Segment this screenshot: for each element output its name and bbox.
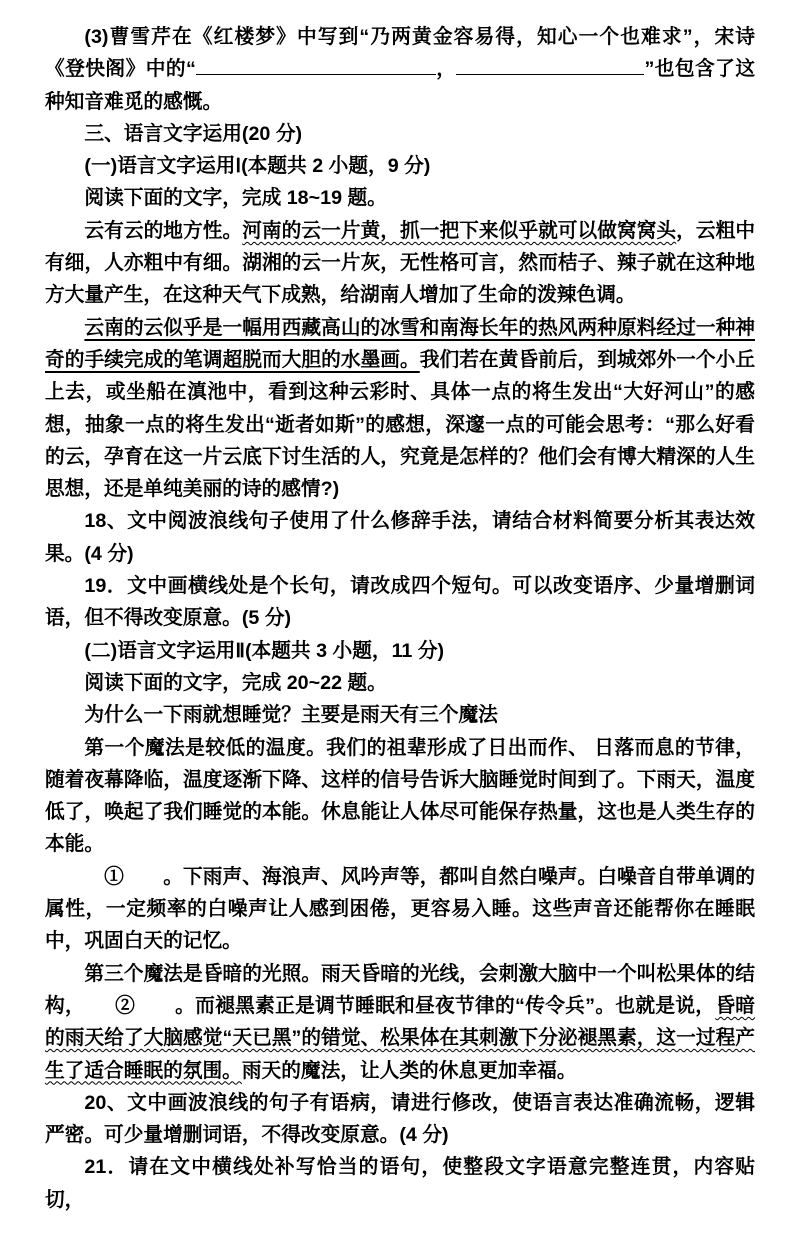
text-run: 云有云的地方性。	[84, 219, 243, 242]
text-run: (二)语言文字运用Ⅱ(本题共 3 小题，11 分)	[84, 639, 445, 662]
text-run: 三、语言文字运用(20 分)	[84, 122, 303, 145]
text-run: 21．请在文中横线处补写恰当的语句，使整段文字语意完整连贯，内容贴切，	[45, 1156, 755, 1211]
wavy-underlined-text: 昏暗的雨天给了大脑感觉“天已黑”的错觉、松果体在其刺激下分泌褪黑素，这一过程产生了适合睡眠的氛围。	[45, 994, 755, 1082]
passage-2-para-4	[45, 958, 755, 1087]
text-run: ① 。下雨声、海浪声、风吟声等，都叫自然白噪声。白噪音自带单调的属性，一定频率的白噪声让人感到困倦，更容易入睡。这些声音还能帮你在睡眠中，巩固白天的记忆。	[45, 865, 755, 953]
part-2-heading	[45, 635, 755, 667]
text-run: 阅读下面的文字，完成 20~22 题。	[84, 671, 387, 694]
question-17-3	[45, 21, 755, 118]
text-run: 第一个魔法是较低的温度。我们的祖辈形成了日出而作、 日落而息的节律，随着夜幕降临，温度逐渐下降、这样的信号告诉大脑睡觉时间到了。下雨天，温度低了，唤起了我们睡觉的本能。休息能让人体尽可能保存热量，这也是人类生存的本能。	[45, 736, 755, 856]
passage-1-intro	[45, 182, 755, 214]
text-run: (3)曹雪芹在《红楼梦》中写到“乃两黄金容易得，知心一个也难求”，宋诗《登快阁》中的“	[45, 26, 755, 81]
text-run: 第三个魔法是昏暗的光照。雨天昏暗的光线，会刺激大脑中一个叫松果体的结构， ② 。而褪黑素正是调节睡眠和昼夜节律的“传令兵”。也就是说，	[45, 962, 755, 1017]
question-21	[45, 1151, 755, 1216]
question-18	[45, 505, 755, 570]
text-run: ”也包含了这种知音难觅的感慨。	[45, 58, 756, 113]
fill-in-blank	[456, 56, 644, 76]
text-run: 雨天的魔法，让人类的休息更加幸福。	[241, 1059, 577, 1082]
part-1-heading	[45, 150, 755, 182]
wavy-underlined-text: 河南的云一片黄，抓一把下来似乎就可以做窝窝头	[242, 219, 677, 242]
text-run: ，	[435, 58, 457, 81]
section-3-heading	[45, 118, 755, 150]
question-19	[45, 570, 755, 635]
text-run: (一)语言文字运用Ⅰ(本题共 2 小题，9 分)	[84, 155, 431, 178]
text-run: 我们若在黄昏前后，到城郊外一个小丘上去，或坐船在滇池中，看到这种云彩时、具体一点的将生发出“大好河山”的感想，抽象一点的将生发出“逝者如斯”的感想，深邃一点的可能会思考：“那么好看的云，孕育在这一片云底下讨生活的人，究竟是怎样的？他们会有博大精深的人生思想，还是单纯美丽的诗的感情?)	[45, 348, 756, 501]
text-run: 阅读下面的文字，完成 18~19 题。	[84, 187, 387, 210]
text-run: 18、文中阅波浪线句子使用了什么修辞手法，请结合材料简要分析其表达效果。(4 分)	[45, 510, 755, 565]
passage-2-para-3	[45, 861, 755, 958]
text-run: 为什么一下雨就想睡觉？主要是雨天有三个魔法	[84, 704, 498, 727]
text-run: 19．文中画横线处是个长句，请改成四个短句。可以改变语序、少量增删词语，但不得改变原意。(5 分)	[45, 575, 755, 630]
passage-1-para-1	[45, 215, 755, 312]
passage-2-para-1	[45, 699, 755, 731]
fill-in-blank	[196, 56, 436, 76]
passage-1-para-2	[45, 312, 755, 506]
text-run: ，云粗中有细，人亦粗中有细。湖湘的云一片灰，无性格可言，然而桔子、辣子就在这种地方大量产生，在这种天气下成熟，给湖南人增加了生命的泼辣色调。	[45, 219, 756, 307]
question-20	[45, 1087, 755, 1152]
passage-2-intro	[45, 667, 755, 699]
passage-2-para-2	[45, 732, 755, 861]
exam-text	[45, 21, 755, 1216]
text-run: 20、文中画波浪线的句子有语病，请进行修改，使语言表达准确流畅，逻辑严密。可少量增删词语，不得改变原意。(4 分)	[45, 1091, 755, 1147]
underlined-text: 云南的云似乎是一幅用西藏高山的冰雪和南海长年的热风两种原料经过一种神奇的手续完成的笔调超脱而大胆的水墨画。	[45, 316, 755, 371]
